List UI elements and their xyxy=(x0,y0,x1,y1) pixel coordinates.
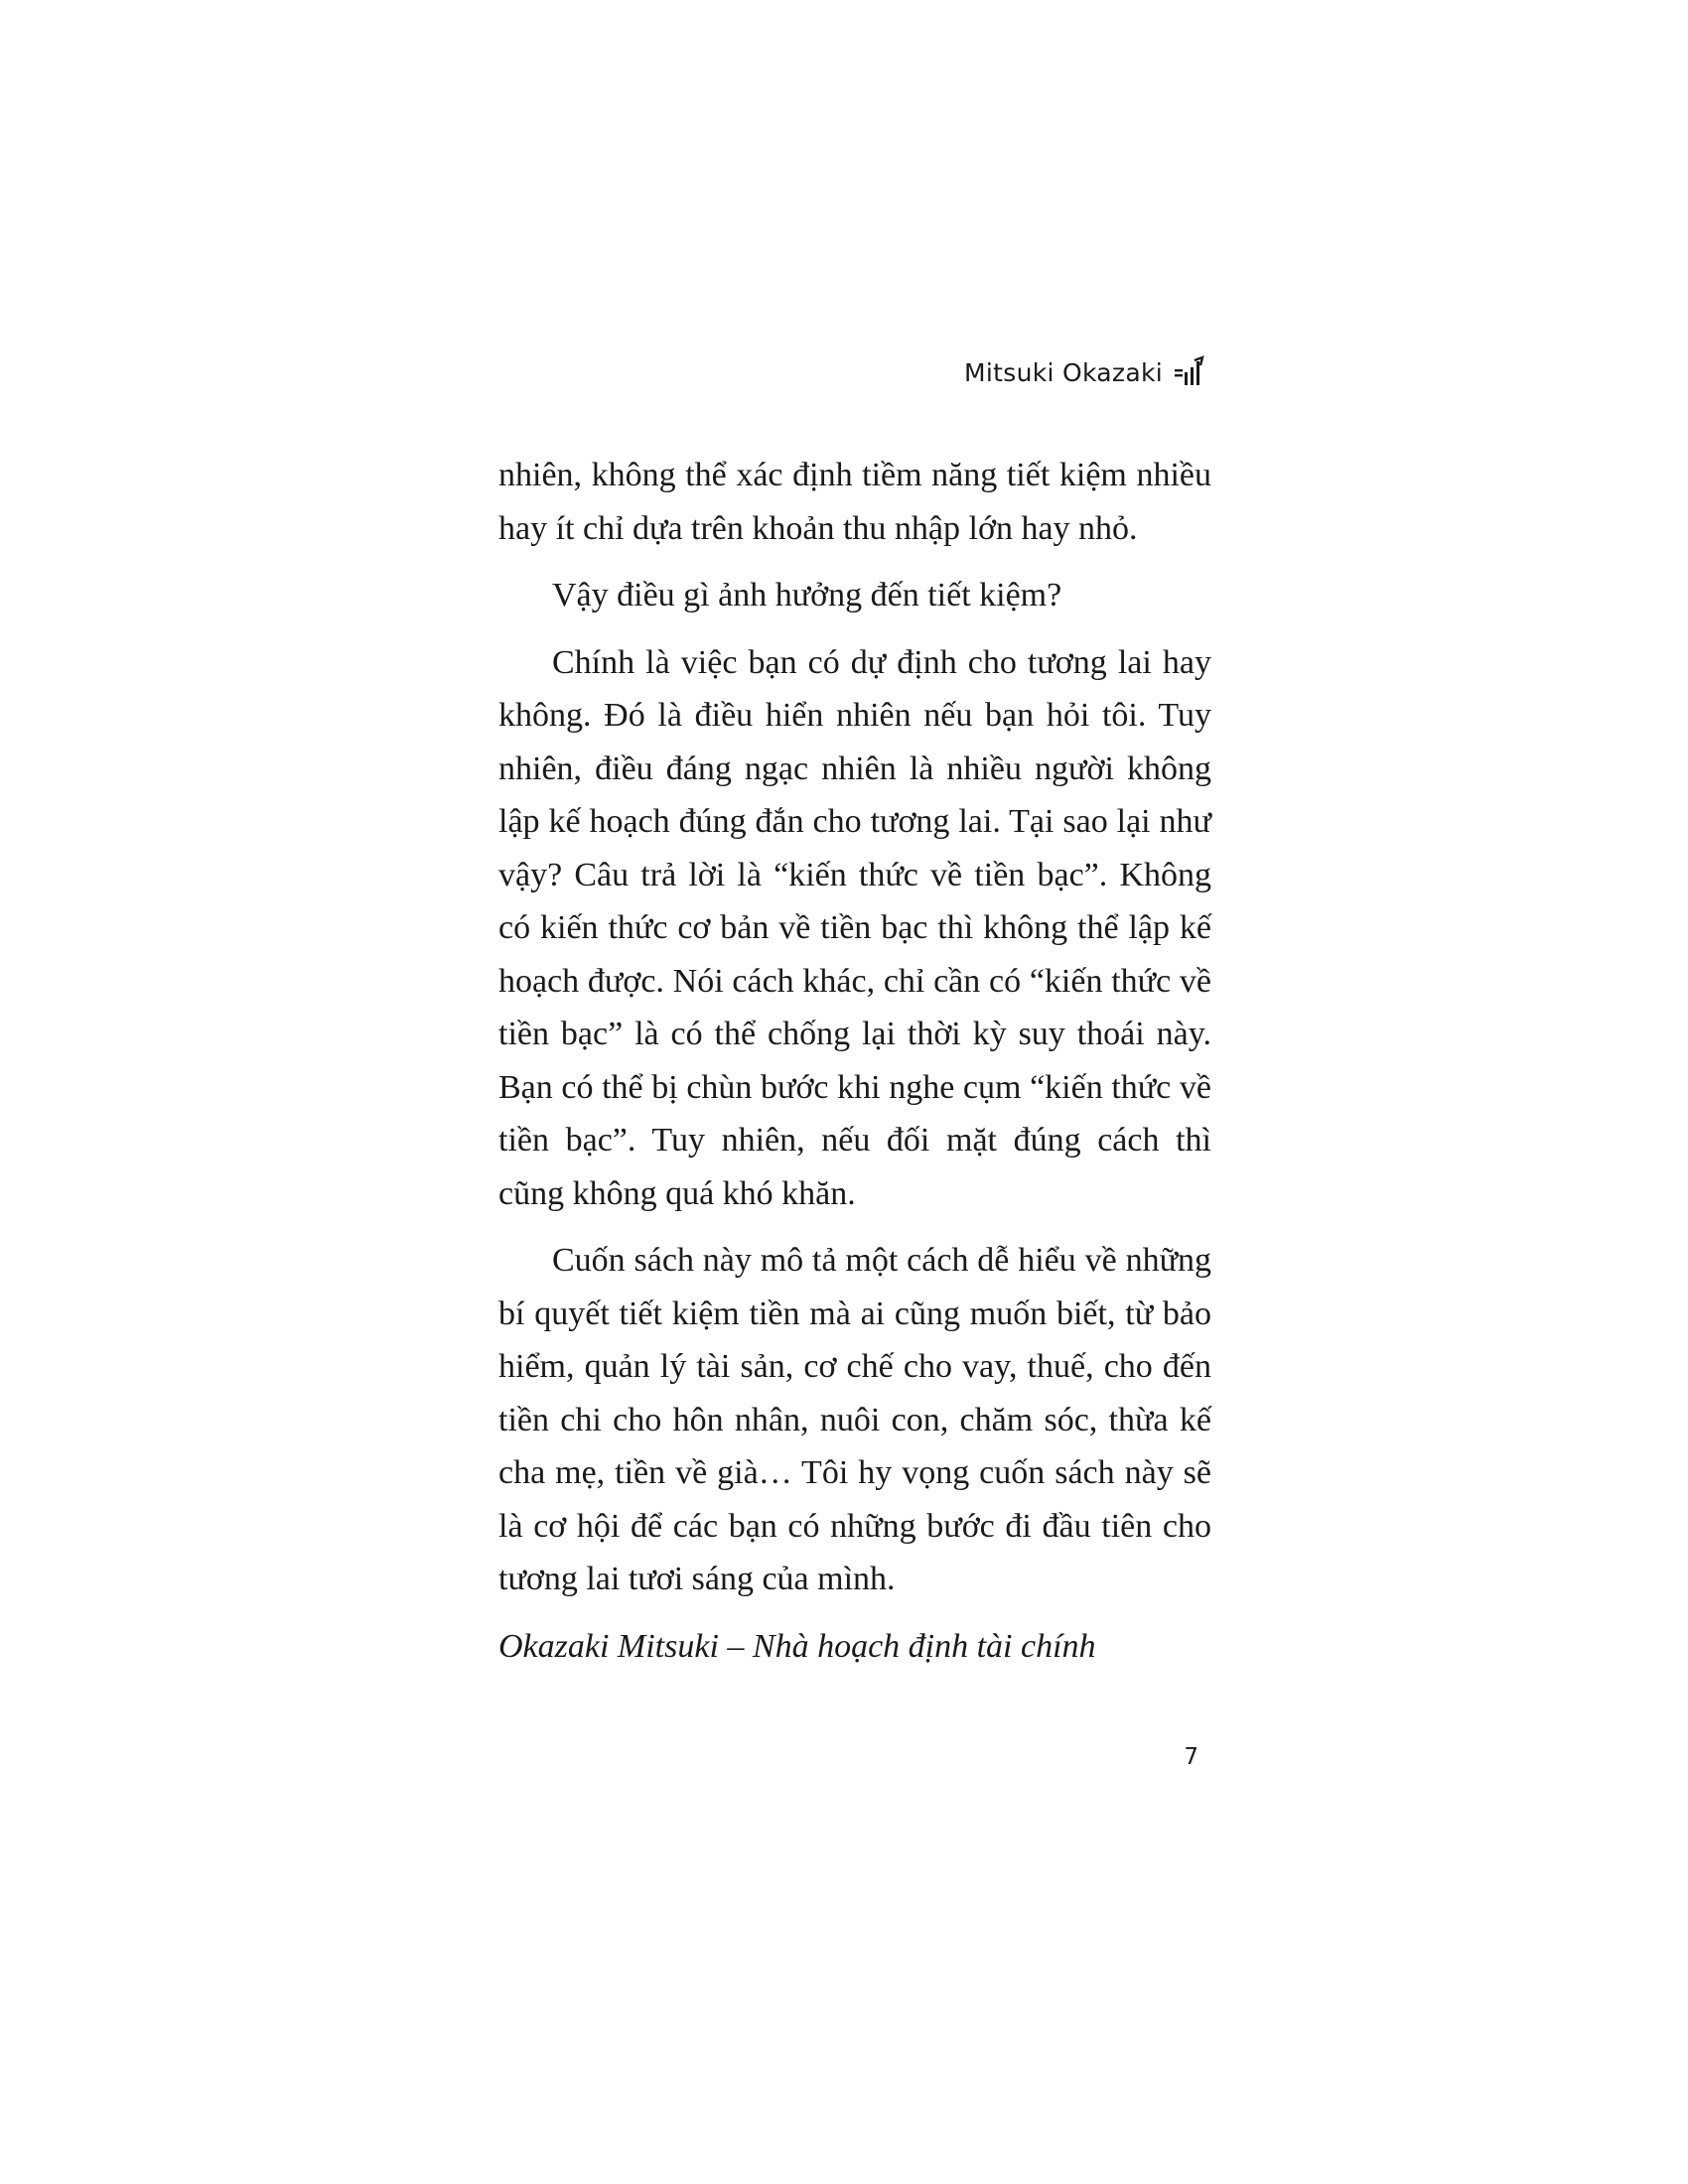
paragraph-book-description: Cuốn sách này mô tả một cách dễ hiểu về những bí quyết tiết kiệm tiền mà ai cũng muốn biết, từ bảo hiểm, quản lý tài sản, cơ chế cho vay, thuế, cho đến tiền chi cho hôn nhân, nuôi con, chăm sóc, thừa kế cha mẹ, tiền về già… Tôi hy vọng cuốn sách này sẽ là cơ hội để các bạn có những bước đi đầu tiên cho tương lai tươi sáng của mình. xyxy=(498,1242,1211,1597)
paragraph-continuation: nhiên, không thể xác định tiềm năng tiết kiệm nhiều hay ít chỉ dựa trên khoản thu nhập lớn hay nhỏ. xyxy=(498,457,1211,547)
page-number: 7 xyxy=(1184,1744,1198,1770)
rising-bars-logo-icon xyxy=(1173,355,1206,389)
paragraph-answer: Chính là việc bạn có dự định cho tương lai hay không. Đó là điều hiển nhiên nếu bạn hỏi tôi. Tuy nhiên, điều đáng ngạc nhiên là nhiều người không lập kế hoạch đúng đắn cho tương lai. Tại sao lại như vậy? Câu trả lời là “kiến thức về tiền bạc”. Không có kiến thức cơ bản về tiền bạc thì không thể lập kế hoạch được. Nói cách khác, chỉ cần có “kiến thức về tiền bạc” là có thể chống lại thời kỳ suy thoái này. Bạn có thể bị chùn bước khi nghe cụm “kiến thức về tiền bạc”. Tuy nhiên, nếu đối mặt đúng cách thì cũng không quá khó khăn. xyxy=(498,643,1211,1212)
running-header xyxy=(964,355,1206,389)
page-body xyxy=(498,449,1211,1687)
paragraph-question: Vậy điều gì ảnh hưởng đến tiết kiệm? xyxy=(552,577,1062,614)
header-author: Mitsuki Okazaki xyxy=(964,357,1163,387)
author-signature: Okazaki Mitsuki – Nhà hoạch định tài chính xyxy=(498,1627,1096,1665)
